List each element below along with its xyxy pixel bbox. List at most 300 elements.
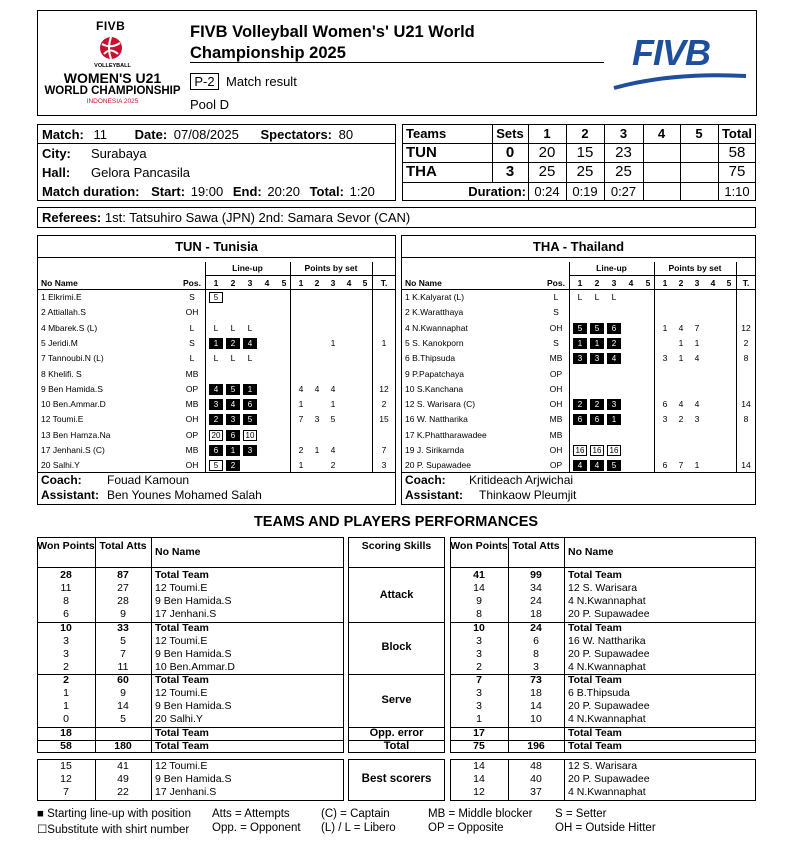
perf-player: 12 Toumi.E — [155, 582, 208, 594]
team-title: TUN - Tunisia — [175, 239, 258, 254]
score-header: Teams — [406, 126, 447, 141]
lineup-start-box: 4 — [590, 460, 604, 471]
best-points: 14 — [473, 760, 485, 772]
best-points: 7 — [63, 786, 69, 798]
perf-player: 6 B.Thipsuda — [568, 687, 630, 699]
best-points: 15 — [60, 760, 72, 772]
score-value: 75 — [728, 163, 746, 180]
player-name: 8 Khelifi. S — [41, 368, 82, 379]
player-name: 12 Toumi.E — [41, 414, 84, 425]
lineup-sub-box: 5 — [209, 460, 223, 471]
score-value: 15 — [576, 144, 594, 161]
total-atts: 60 — [117, 674, 129, 686]
lineup-start-box: 6 — [226, 430, 240, 441]
perf-player: 4 N.Kwannaphat — [568, 713, 646, 725]
match-result-label: Match result — [226, 74, 297, 89]
set-points: 4 — [314, 383, 320, 394]
date-label: Date: — [134, 127, 168, 142]
set-header: 5 — [362, 278, 368, 288]
set-points: 1 — [298, 460, 304, 471]
player-position: OH — [549, 399, 563, 410]
player-position: L — [553, 292, 559, 302]
lineup-libero: L — [577, 292, 583, 302]
pos-header: Pos. — [547, 278, 565, 288]
duration-value: 0:27 — [610, 184, 637, 199]
total-label: Total: — [309, 184, 344, 199]
score-value: 25 — [576, 163, 594, 180]
player-name: 13 Ben Hamza.Na — [41, 429, 111, 440]
legend-item: Opp. = Opponent — [212, 822, 301, 834]
best-points: 14 — [473, 773, 485, 785]
perf-player: Total Team — [155, 622, 209, 634]
player-name: 7 Tannoubi.N (L) — [41, 353, 104, 364]
player-position: OH — [549, 322, 563, 333]
total-atts: 14 — [530, 700, 542, 712]
won-points: 18 — [60, 727, 72, 739]
perf-player: 4 N.Kwannaphat — [568, 661, 646, 673]
lineup-sub-box: 5 — [209, 292, 223, 303]
set-points: 4 — [298, 383, 304, 394]
set-header: 3 — [247, 278, 253, 288]
lineup-start-box: 6 — [573, 414, 587, 425]
event-logo-line1: WOMEN'S U21 — [63, 70, 162, 86]
won-points-header: Won Points — [37, 540, 95, 552]
total-atts: 28 — [117, 595, 129, 607]
city-label: City: — [42, 146, 71, 161]
won-points-header: Won Points — [450, 540, 508, 552]
player-name: 10 Ben.Ammar.D — [41, 399, 106, 410]
won-points: 75 — [473, 740, 485, 752]
perf-player: 12 Toumi.E — [155, 687, 208, 699]
player-total: 14 — [741, 460, 751, 471]
best-atts: 41 — [117, 760, 129, 772]
player-name: 5 S. Kanokporn — [405, 337, 464, 348]
total-line — [372, 262, 373, 472]
player-position: OP — [549, 368, 563, 379]
lineup-header: Line-up — [232, 263, 263, 273]
player-total: 2 — [743, 337, 749, 348]
set-points: 4 — [330, 383, 336, 394]
perf-header-line — [37, 567, 344, 568]
perf-player: 12 Toumi.E — [155, 635, 208, 647]
score-header: 5 — [695, 126, 703, 141]
won-points: 3 — [476, 687, 482, 699]
title-underline — [190, 62, 604, 63]
lineup-start-box: 3 — [243, 445, 257, 456]
set-points: 4 — [678, 322, 684, 333]
perf-player: 9 Ben Hamida.S — [155, 700, 232, 712]
won-points: 2 — [63, 661, 69, 673]
total-atts: 7 — [120, 648, 126, 660]
set-points: 1 — [330, 399, 336, 410]
player-position: OP — [549, 460, 563, 471]
match-label: Match: — [42, 127, 84, 142]
total-atts: 180 — [114, 740, 132, 752]
set-points: 7 — [678, 460, 684, 471]
set-header: 5 — [726, 278, 732, 288]
perf-player: 17 Jenhani.S — [155, 608, 217, 620]
score-value: 25 — [615, 163, 632, 180]
start-value: 19:00 — [190, 184, 224, 199]
player-name: 1 K.Kalyarat (L) — [405, 292, 465, 302]
skill-label: Attack — [379, 588, 414, 601]
set-header: 5 — [281, 278, 287, 288]
lineup-start-box: 2 — [590, 399, 604, 410]
total-atts: 24 — [530, 595, 542, 607]
best-points: 12 — [473, 786, 485, 798]
skill-label: Block — [381, 641, 412, 653]
best-player: 20 P. Supawadee — [568, 773, 650, 785]
fivb-swoosh-icon — [612, 66, 750, 90]
player-name: 1 Elkrimi.E — [41, 292, 82, 302]
lineup-start-box: 6 — [590, 414, 604, 425]
points-line — [290, 262, 291, 472]
player-name: 9 P.Papatchaya — [405, 368, 464, 379]
legend-item: (L) / L = Libero — [321, 822, 396, 834]
lineup-start-box: 2 — [573, 399, 587, 410]
lineup-start-box: 1 — [607, 414, 621, 425]
set-header: 1 — [298, 278, 304, 288]
team-title: THA - Thailand — [532, 239, 625, 254]
duration-value: 1:10 — [724, 184, 750, 199]
coach-line — [37, 472, 396, 473]
best-atts: 37 — [530, 786, 542, 798]
lineup-sub-box: 16 — [607, 445, 621, 456]
player-position: MB — [549, 414, 563, 425]
won-points: 9 — [476, 595, 482, 607]
assistant-name: Thinkaow Pleumjit — [479, 488, 577, 502]
player-total: 8 — [743, 353, 749, 364]
no-name-header: No Name — [41, 278, 78, 288]
best-player: 17 Jenhani.S — [155, 786, 217, 798]
set-points: 4 — [678, 399, 684, 410]
total-line — [736, 262, 737, 472]
player-position: MB — [549, 429, 563, 440]
set-points: 2 — [298, 445, 304, 455]
set-points: 2 — [678, 414, 684, 425]
t-header: T. — [380, 278, 388, 288]
best-scorers-label: Best scorers — [361, 773, 432, 785]
best-atts: 40 — [530, 773, 542, 785]
lineup-start-box: 2 — [226, 460, 240, 471]
perf-player: 12 S. Warisara — [568, 582, 638, 594]
fivb-logo — [612, 30, 752, 92]
coach-line — [401, 472, 756, 473]
perf-player: Total Team — [568, 622, 622, 634]
score-team: TUN — [406, 144, 437, 161]
player-total: 12 — [379, 383, 389, 394]
lineup-start-box: 4 — [607, 353, 621, 364]
score-value: 25 — [538, 163, 556, 180]
coach-name: Fouad Kamoun — [107, 473, 190, 487]
legend-item: S = Setter — [555, 808, 607, 820]
set-header: 4 — [710, 278, 716, 288]
lineup-start-box: 1 — [209, 338, 223, 349]
best-player: 12 Toumi.E — [155, 760, 208, 772]
divider — [37, 143, 396, 144]
lineup-line — [569, 262, 570, 472]
total-atts: 24 — [530, 622, 542, 634]
total-atts: 5 — [120, 635, 126, 647]
duration-value: 0:19 — [572, 184, 598, 199]
player-name: 19 J. Sirikarnda — [405, 445, 465, 455]
perf-player: 9 Ben Hamida.S — [155, 648, 232, 660]
best-atts: 48 — [530, 760, 542, 772]
assistant-label: Assistant: — [405, 488, 464, 502]
player-position: MB — [185, 399, 199, 410]
set-points: 3 — [314, 414, 320, 425]
won-points: 41 — [473, 569, 485, 581]
perf-player: 16 W. Nattharika — [568, 635, 646, 647]
coach-name: Kritideach Arjwichai — [469, 473, 574, 487]
won-points: 10 — [60, 622, 72, 634]
perf-player: Total Team — [568, 740, 622, 752]
perf-player: 20 P. Supawadee — [568, 648, 650, 660]
player-position: L — [189, 322, 195, 333]
player-position: OH — [549, 445, 563, 455]
end-label: End: — [232, 184, 262, 199]
lineup-sub-box: 10 — [243, 430, 257, 441]
set-points: 2 — [330, 460, 336, 471]
total-atts: 99 — [530, 569, 542, 581]
points-header: Points by set — [668, 263, 722, 273]
total-atts: 27 — [117, 582, 129, 594]
set-points: 4 — [330, 445, 336, 455]
perf-player: 20 P. Supawadee — [568, 608, 650, 620]
perf-player: Total Team — [155, 569, 209, 581]
performances-title: TEAMS AND PLAYERS PERFORMANCES — [253, 514, 539, 530]
set-points: 4 — [694, 399, 700, 410]
won-points: 28 — [60, 569, 72, 581]
score-header: 1 — [543, 126, 551, 141]
won-points: 8 — [476, 608, 482, 620]
player-position: L — [189, 353, 195, 364]
perf-player: 20 P. Supawadee — [568, 700, 650, 712]
no-name-header: No Name — [155, 546, 201, 558]
fivb-logo-text: FIVB — [632, 32, 711, 73]
player-total: 15 — [379, 414, 389, 425]
set-points: 7 — [298, 414, 304, 425]
end-value: 20:20 — [267, 184, 300, 199]
team-title-line — [37, 257, 396, 258]
team-title-line — [401, 257, 756, 258]
set-points: 3 — [662, 414, 668, 425]
score-value: 0 — [505, 144, 515, 161]
perf-player: 9 Ben Hamida.S — [155, 595, 232, 607]
set-header: 2 — [230, 278, 236, 288]
assistant-name: Ben Younes Mohamed Salah — [107, 488, 262, 502]
event-logo — [40, 18, 185, 113]
referees-row — [42, 210, 410, 225]
player-name: 17 Jenhani.S (C) — [41, 445, 105, 455]
player-total: 8 — [743, 414, 749, 425]
player-position: S — [553, 337, 559, 348]
set-points: 5 — [330, 414, 336, 425]
player-position: OP — [185, 383, 199, 394]
legend-item: ■ Starting line-up with position — [37, 808, 191, 820]
player-position: OH — [185, 460, 199, 471]
best-player: 4 N.Kwannaphat — [568, 786, 646, 798]
set-header: 2 — [314, 278, 320, 288]
player-position: MB — [185, 368, 199, 379]
lineup-libero: L — [594, 292, 600, 302]
lineup-start-box: 4 — [209, 384, 223, 395]
player-total: 2 — [381, 399, 387, 410]
won-points: 3 — [476, 648, 482, 660]
set-points: 6 — [662, 460, 668, 471]
player-position: OH — [549, 383, 563, 394]
player-name: 4 N.Kwannaphat — [405, 322, 468, 333]
pool-label: Pool D — [190, 97, 230, 112]
score-header: 4 — [657, 126, 666, 141]
points-header: Points by set — [304, 263, 358, 273]
score-value: 23 — [615, 144, 632, 161]
score-value: 20 — [538, 144, 556, 161]
city-value: Surabaya — [91, 146, 147, 161]
best-col-line — [564, 759, 565, 801]
score-value: 3 — [505, 163, 515, 180]
skills-line — [348, 622, 445, 623]
won-points: 1 — [63, 700, 69, 712]
won-points: 58 — [60, 740, 72, 752]
scoring-skills-header: Scoring Skills — [361, 540, 432, 552]
player-name: 9 Ben Hamida.S — [41, 383, 103, 394]
perf-col-line — [564, 537, 565, 753]
won-points: 1 — [63, 687, 69, 699]
lineup-start-box: 4 — [226, 399, 240, 410]
perf-col-line — [151, 537, 152, 753]
lineup-start-box: 5 — [226, 384, 240, 395]
player-name: 12 S. Warisara (C) — [405, 399, 476, 410]
set-points: 1 — [662, 322, 668, 333]
set-header: 2 — [678, 278, 684, 288]
lineup-start-box: 6 — [243, 399, 257, 410]
lineup-start-box: 1 — [573, 338, 587, 349]
won-points: 3 — [63, 635, 69, 647]
player-name: 16 W. Nattharika — [405, 414, 468, 425]
coach-label: Coach: — [405, 473, 446, 487]
won-points: 8 — [63, 595, 69, 607]
event-logo-line2: WORLD CHAMPIONSHIP — [44, 85, 181, 97]
lineup-start-box: 4 — [573, 460, 587, 471]
lineup-libero: L — [230, 353, 236, 364]
total-atts: 14 — [117, 700, 129, 712]
lineup-line — [205, 262, 206, 472]
won-points: 17 — [473, 727, 485, 739]
won-points: 11 — [60, 582, 72, 594]
total-atts: 87 — [117, 569, 129, 581]
player-name: 20 P. Supawadee — [405, 460, 472, 471]
total-atts: 5 — [120, 713, 126, 725]
won-points: 3 — [476, 635, 482, 647]
set-header: 1 — [577, 278, 583, 288]
set-points: 1 — [298, 399, 304, 410]
player-position: OH — [185, 307, 199, 318]
set-points: 1 — [678, 353, 684, 364]
set-header: 4 — [346, 278, 352, 288]
won-points: 10 — [473, 622, 485, 634]
lineup-start-box: 2 — [209, 414, 223, 425]
lineup-start-box: 5 — [243, 414, 257, 425]
set-header: 3 — [694, 278, 700, 288]
won-points: 3 — [63, 648, 69, 660]
total-atts: 6 — [533, 635, 539, 647]
match-duration-label: Match duration: — [42, 184, 140, 199]
lineup-libero: L — [213, 353, 219, 364]
player-name: 20 Salhi.Y — [41, 460, 80, 471]
event-logo-brand: FIVB — [96, 19, 126, 33]
coach-label: Coach: — [41, 473, 82, 487]
total-atts: 18 — [530, 687, 542, 699]
score-header: Sets — [496, 126, 524, 141]
player-total: 12 — [741, 322, 751, 333]
score-team: THA — [406, 163, 437, 180]
set-points: 7 — [694, 322, 700, 333]
score-header: 2 — [581, 126, 589, 141]
lineup-start-box: 5 — [573, 323, 587, 334]
total-atts: 196 — [527, 740, 545, 752]
won-points: 0 — [63, 713, 69, 725]
lineup-start-box: 4 — [243, 338, 257, 349]
lineup-start-box: 1 — [590, 338, 604, 349]
duration-value: 0:24 — [534, 184, 560, 199]
player-total: 1 — [381, 337, 387, 348]
skill-label: Total — [383, 739, 410, 752]
best-player: 9 Ben Hamida.S — [155, 773, 232, 785]
pos-header: Pos. — [183, 278, 201, 288]
best-points: 12 — [60, 773, 72, 785]
total-value: 1:20 — [349, 184, 375, 199]
date-value: 07/08/2025 — [173, 127, 239, 142]
player-name: 6 B.Thipsuda — [405, 353, 456, 364]
score-header: Total — [721, 126, 753, 141]
lineup-start-box: 3 — [607, 399, 621, 410]
perf-player: Total Team — [568, 569, 622, 581]
player-position: S — [189, 292, 195, 302]
points-line — [654, 262, 655, 472]
player-position: MB — [549, 353, 563, 364]
set-header: 2 — [594, 278, 600, 288]
total-atts: 18 — [530, 608, 542, 620]
legend-item: (C) = Captain — [321, 808, 390, 820]
lineup-start-box: 2 — [607, 338, 621, 349]
lineup-start-box: 5 — [607, 460, 621, 471]
lineup-start-box: 3 — [590, 353, 604, 364]
skills-line — [348, 674, 445, 675]
lineup-start-box: 3 — [209, 399, 223, 410]
set-header: 1 — [213, 278, 219, 288]
lineup-libero: L — [611, 292, 617, 302]
set-points: 1 — [694, 337, 700, 348]
referees-label: Referees: — [42, 210, 102, 225]
lineup-libero: L — [247, 322, 253, 333]
total-atts: 10 — [530, 713, 542, 725]
lineup-start-box: 6 — [607, 323, 621, 334]
score-header: 3 — [619, 126, 628, 141]
skill-label: Opp. error — [369, 726, 424, 739]
total-atts: 9 — [120, 687, 126, 699]
lineup-libero: L — [230, 322, 236, 333]
total-atts-header: Total Atts — [512, 540, 560, 552]
player-name: 2 K.Waratthaya — [405, 307, 464, 318]
won-points: 7 — [476, 674, 482, 686]
set-points: 3 — [694, 414, 700, 425]
set-header: 5 — [645, 278, 651, 288]
score-row-line — [402, 182, 756, 183]
player-name: 4 Mbarek.S (L) — [41, 322, 98, 333]
total-atts: 34 — [530, 582, 542, 594]
lineup-sub-box: 16 — [590, 445, 604, 456]
